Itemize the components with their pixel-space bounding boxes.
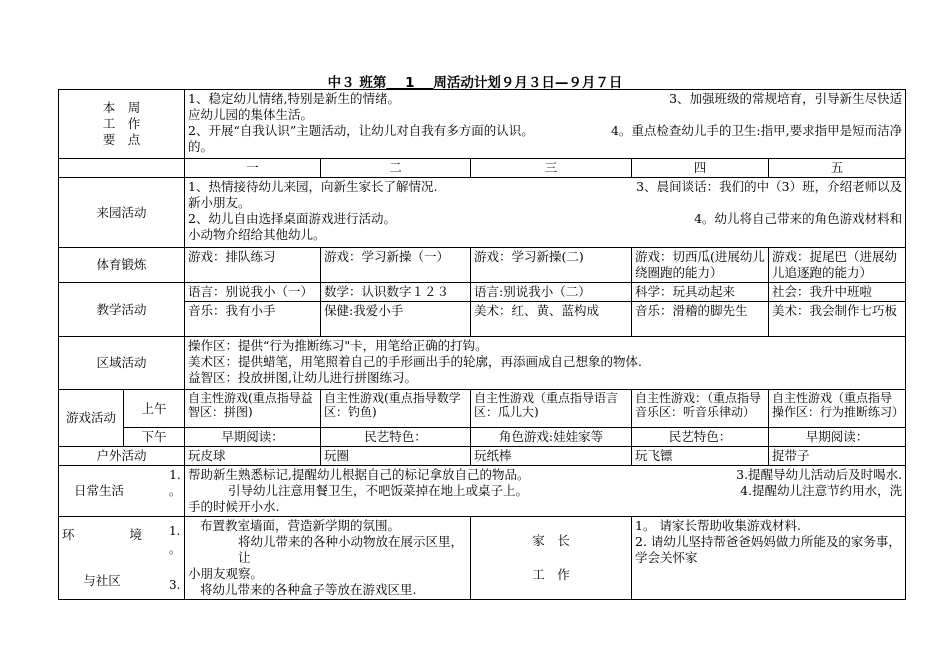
game-am-cell: 自主性游戏（重点指导语言区：瓜儿大) [471, 390, 632, 428]
game-pm-cell: 早期阅读： [185, 428, 321, 447]
teaching-cell: 美术：红、黄、蓝构成 [471, 302, 632, 337]
teaching-label: 教学活动 [59, 283, 185, 337]
teaching-cell: 音乐：我有小手 [185, 302, 321, 337]
focus-label: 本 周 工 作 要 点 [59, 90, 185, 159]
outdoor-row [59, 447, 906, 466]
outdoor-cell: 玩圈 [321, 447, 471, 466]
game-pm-cell: 早期阅读： [769, 428, 906, 447]
teaching-cell: 社会：我升中班啦 [769, 283, 906, 302]
daily-content: 帮助新生熟悉标记,提醒幼儿根据自己的标记拿放自己的物品。 3.提醒导幼儿活动后及时喝水. 引导幼儿注意用餐卫生，不吧饭菜掉在地上或桌子上。 4.提醒幼儿注意节约用水，洗 手的时候开小水. [185, 466, 906, 517]
game-am-cell: 自主性游戏：（重点指导音乐区：听音乐律动） [632, 390, 769, 428]
day-header-wed: 三 [471, 159, 632, 178]
teaching-cell: 保健:我爱小手 [321, 302, 471, 337]
pe-label: 体育锻炼 [59, 248, 185, 283]
env-label: 环 境 与社区 1. 。 3. [59, 517, 185, 600]
game-pm-cell: 民艺特色： [321, 428, 471, 447]
outdoor-cell: 捉带子 [769, 447, 906, 466]
game-pm-label: 下午 [124, 428, 185, 447]
daily-label: 日常生活 1. 。 [59, 466, 185, 517]
teaching-cell: 科学：玩具动起来 [632, 283, 769, 302]
parent-content: 1。 请家长帮助收集游戏材料. 2. 请幼儿坚持帮爸爸妈妈做力所能及的家务事， 学会关怀家 [632, 517, 906, 600]
game-am-label: 上午 [124, 390, 185, 428]
env-parent-row [59, 517, 906, 600]
game-am-cell: 自主性游戏(重点指导益智区：拼图) [185, 390, 321, 428]
pe-cell: 游戏：切西瓜(进展幼儿绕圈跑的能力） [632, 248, 769, 283]
title-prefix: 中３ 班第 [327, 75, 387, 91]
daily-row [59, 466, 906, 517]
pe-row [59, 248, 906, 283]
outdoor-cell: 玩皮球 [185, 447, 321, 466]
outdoor-cell: 玩飞镖 [632, 447, 769, 466]
game-am-cell: 自主性游戏（重点指导操作区：行为推断练习） [769, 390, 906, 428]
game-am-row [59, 390, 906, 428]
day-header-fri: 五 [769, 159, 906, 178]
teaching-cell: 美术：我会制作七巧板 [769, 302, 906, 337]
teaching-row-1 [59, 283, 906, 302]
outdoor-label: 户外活动 [59, 447, 185, 466]
game-label: 游戏活动 [59, 390, 124, 447]
pe-cell: 游戏：捉尾巴（进展幼儿追逐跑的能力） [769, 248, 906, 283]
parent-label: 家 长 工 作 [471, 517, 632, 600]
title-week-number: 1 [405, 75, 415, 91]
outdoor-cell: 玩纸棒 [471, 447, 632, 466]
game-pm-cell: 民艺特色： [632, 428, 769, 447]
arrival-content: 1、热情接待幼儿来园，向新生家长了解情况. 3、晨间谈话：我们的中（3）班，介绍老师以及 新小朋友。 2、幼儿自由选择桌面游戏进行活动。 4。幼儿将自己带来的角色游戏材料和 小动物介绍给其他幼儿。 [185, 178, 906, 248]
teaching-cell: 语言:别说我小（二） [471, 283, 632, 302]
day-header-blank [59, 159, 185, 178]
arrival-label: 来园活动 [59, 178, 185, 248]
area-content: 操作区：提供“行为推断练习"卡，用笔给正确的打钩。 美术区：提供蜡笔，用笔照着自己的手形画出手的轮廓，再添画成自己想象的物体. 益智区：投放拼图,让幼儿进行拼图练习。 [185, 337, 906, 390]
teaching-row-2 [59, 302, 906, 337]
pe-cell: 游戏：排队练习 [185, 248, 321, 283]
focus-content: 1、稳定幼儿情绪,特别是新生的情绪。 3、加强班级的常规培育，引导新生尽快适 应幼儿园的集体生活。 2、开展“自我认识”主题活动，让幼儿对自我有多方面的认识。 4。重点检查幼儿手的卫生:指甲,要求指甲是短而洁净 的。 [185, 90, 906, 159]
pe-cell: 游戏：学习新操(二) [471, 248, 632, 283]
day-header-tue: 二 [321, 159, 471, 178]
game-pm-row [59, 428, 906, 447]
env-content: 布置教室墙面，营造新学期的氛围。 将幼儿带来的各种小动物放在展示区里，让 小朋友观察。 将幼儿带来的各种盒子等放在游戏区里. [185, 517, 471, 600]
focus-row [59, 90, 906, 159]
day-header-mon: 一 [185, 159, 321, 178]
game-am-cell: 自主性游戏(重点指导数学区：钓鱼) [321, 390, 471, 428]
area-label: 区域活动 [59, 337, 185, 390]
teaching-cell: 数学：认识数字１２３ [321, 283, 471, 302]
teaching-cell: 音乐：滑稽的脚先生 [632, 302, 769, 337]
arrival-row [59, 178, 906, 248]
plan-title [0, 71, 950, 91]
pe-cell: 游戏：学习新操（一） [321, 248, 471, 283]
weekly-plan-table [58, 89, 906, 600]
game-pm-cell: 角色游戏:娃娃家等 [471, 428, 632, 447]
title-suffix: 周活动计划９月３日—９月７日 [433, 75, 623, 91]
day-header-row [59, 159, 906, 178]
area-row [59, 337, 906, 390]
day-header-thu: 四 [632, 159, 769, 178]
teaching-cell: 语言：别说我小（一） [185, 283, 321, 302]
